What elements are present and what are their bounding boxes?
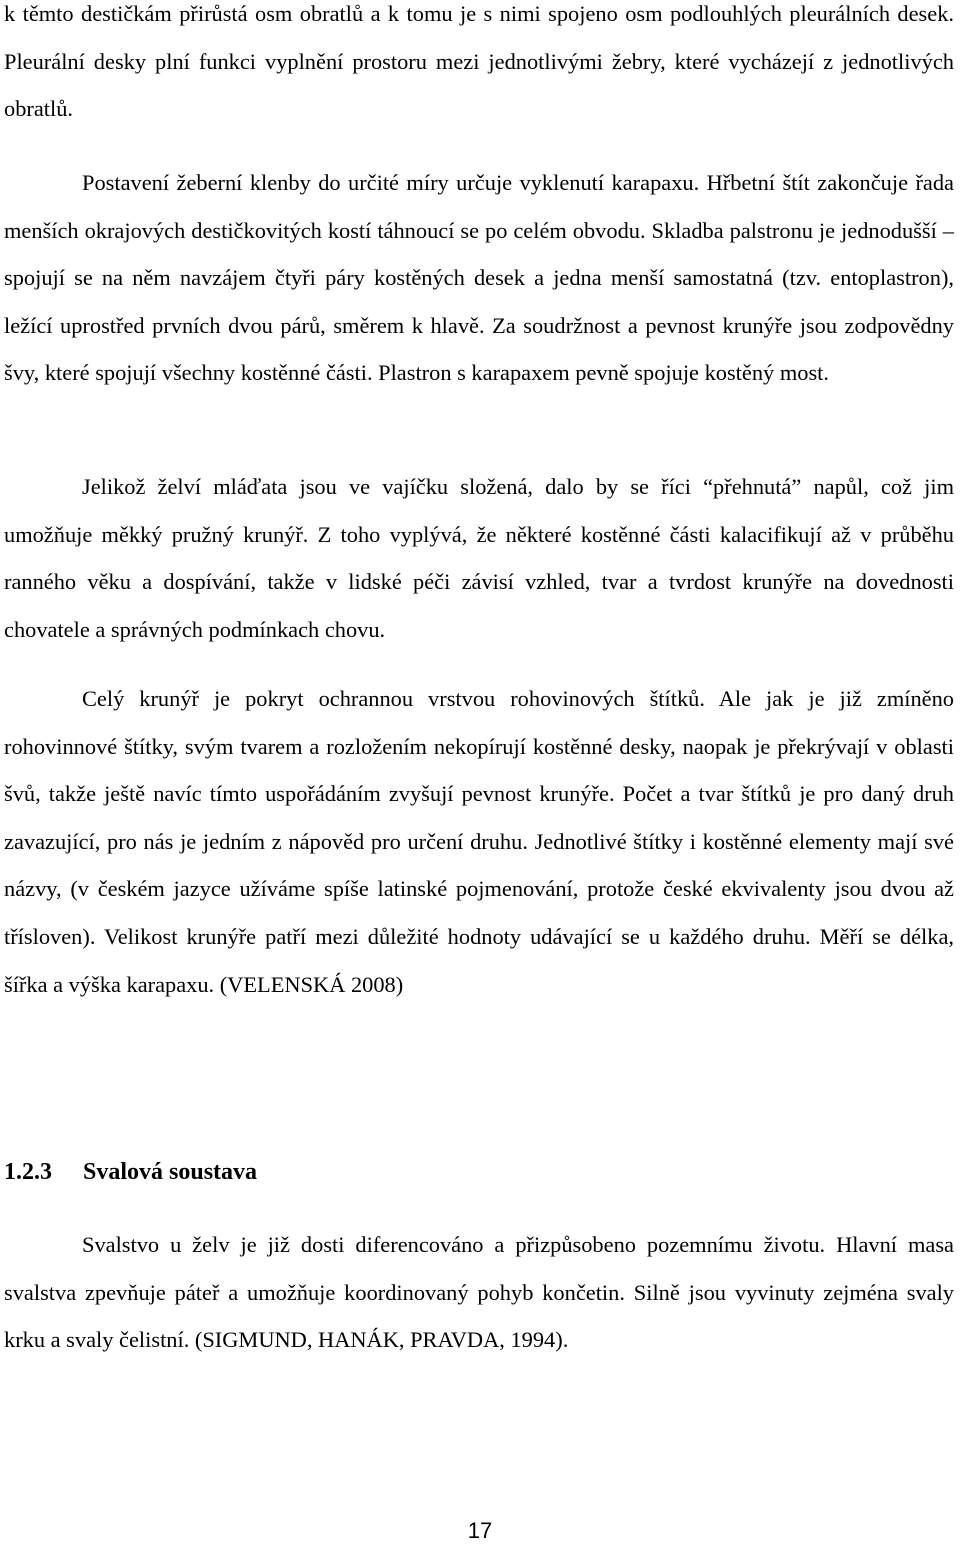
paragraph-muscles: Svalstvo u želv je již dosti diferencováno a přizpůsobeno pozemnímu životu. Hlavní masa svalstva zpevňuje páteř a umožňuje koordinovaný pohyb končetin. Silně jsou vyvinuty zejména svaly krku a svaly čelistní. (SIGMUND, HANÁK, PRAVDA, 1994). [4, 1232, 954, 1353]
paragraph-scutes: Celý krunýř je pokryt ochrannou vrstvou rohovinových štítků. Ale jak je již zmíněno rohovinnové štítky, svým tvarem a rozložením nekopírují kostěnné desky, naopak je překrývají v oblasti švů, takže ještě navíc tímto uspořádáním zvyšují pevnost krunýře. Počet a tvar štítků je pro daný druh zavazující, pro nás je jedním z nápověd pro určení druhu. Jednotlivé štítky i kostěnné elementy mají své názvy, (v českém jazyce užíváme spíše latinské pojmenování, protože české ekvivalenty jsou dvou až třísloven). Velikost krunýře patří mezi důležité hodnoty udávající se u každého druhu. Měří se délka, šířka a výška karapaxu. (VELENSKÁ 2008) [4, 686, 954, 997]
page-number: 17 [467, 1518, 493, 1543]
paragraph-shell-structure: Postavení žeberní klenby do určité míry určuje vyklenutí karapaxu. Hřbetní štít zakončuje řada menších okrajových destičkovitých kostí táhnoucí se po celém obvodu. Skladba palstronu je jednodušší – spojují se na něm navzájem čtyři páry kostěných desek a jedna menší samostatná (tzv. entoplastron), ležící uprostřed prvních dvou párů, směrem k hlavě. Za soudržnost a pevnost krunýře jsou zodpovědny švy, které spojují všechny kostěnné části. Plastron s karapaxem pevně spojuje kostěný most. [4, 170, 954, 386]
paragraph-continuation: k těmto destičkám přirůstá osm obratlů a k tomu je s nimi spojeno osm podlouhlých pleurálních desek. Pleurální desky plní funkci vyplnění prostoru mezi jednotlivými žebry, které vycházejí z jednotlivých obratlů. [4, 1, 954, 122]
section-heading [4, 1152, 257, 1192]
section-number: 1.2.3 [4, 1159, 52, 1185]
section-title: Svalová soustava [83, 1159, 258, 1185]
paragraph-hatchlings: Jelikož želví mláďata jsou ve vajíčku složená, dalo by se říci “přehnutá” napůl, což jim umožňuje měkký pružný krunýř. Z toho vyplývá, že některé kostěnné části kalacifikují až v průběhu ranného věku a dospívání, takže v lidské péči závisí vzhled, tvar a tvrdost krunýře na dovednosti chovatele a správných podmínkach chovu. [4, 474, 954, 642]
